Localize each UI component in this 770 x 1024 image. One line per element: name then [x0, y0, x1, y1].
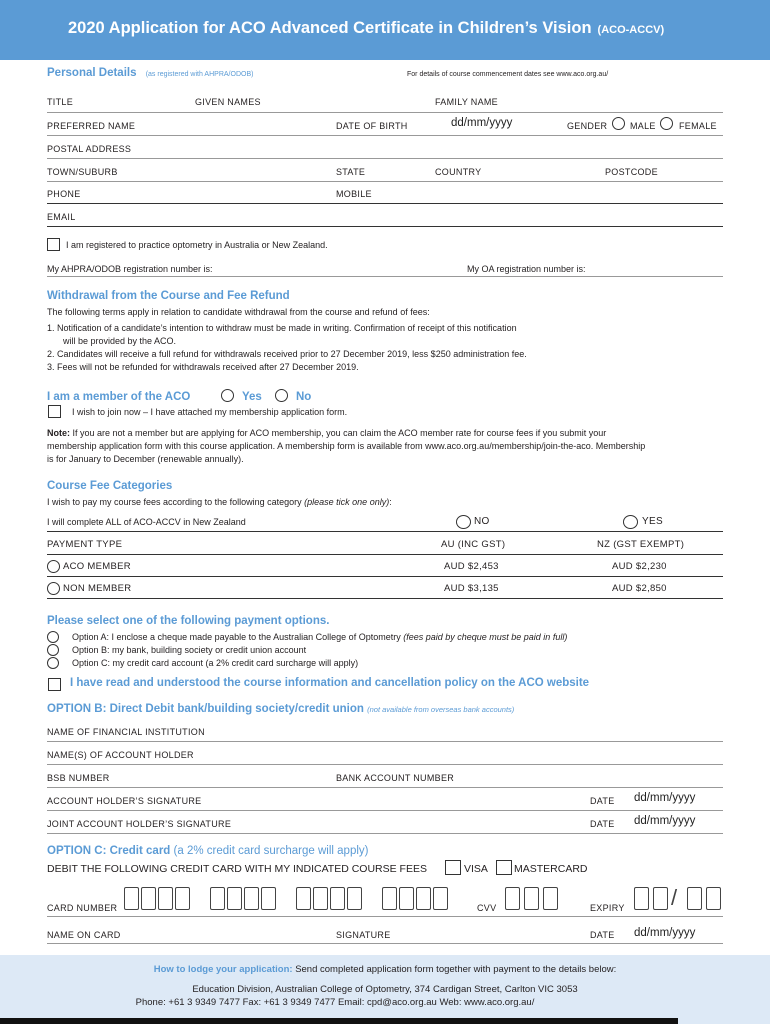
- nz-no-radio[interactable]: [456, 515, 471, 529]
- card-digit-box[interactable]: [382, 887, 397, 910]
- membership-note-line-3: is for January to December (renewable annually).: [47, 454, 244, 464]
- fee-row-nz: AUD $2,850: [612, 583, 667, 594]
- expiry-slash: /: [671, 885, 678, 910]
- commencement-note: For details of course commencement dates see www.aco.org.au/: [407, 71, 609, 78]
- option-c-text: Option C: my credit card account (a 2% credit card surcharge will apply): [72, 658, 359, 668]
- family-name-label: FAMILY NAME: [435, 97, 498, 107]
- fees-heading: Course Fee Categories: [47, 480, 173, 492]
- preferred-name-label: PREFERRED NAME: [47, 121, 136, 131]
- card-digit-box[interactable]: [261, 887, 276, 910]
- state-label: STATE: [336, 167, 366, 177]
- member-yes-radio[interactable]: [221, 389, 234, 402]
- lodge-line: How to lodge your application: Send completed application form together with payment to the details below:: [153, 964, 617, 975]
- fee-row-au: AUD $3,135: [444, 583, 499, 594]
- option-b-heading: OPTION B: Direct Debit bank/building society/credit union (not available from overseas bank accounts): [47, 703, 515, 715]
- registered-checkbox[interactable]: [47, 238, 60, 251]
- postcode-label: POSTCODE: [605, 167, 658, 177]
- expiry-label: EXPIRY: [590, 903, 625, 913]
- option-c-radio[interactable]: [47, 657, 59, 669]
- nz-yes-label: YES: [642, 516, 663, 527]
- personal-details-heading: Personal Details (as registered with AHPRA/ODOB): [47, 67, 254, 79]
- name-on-card-label: NAME ON CARD: [47, 930, 121, 940]
- gender-female-radio[interactable]: [660, 117, 673, 130]
- card-digit-box[interactable]: [347, 887, 362, 910]
- option-b-radio[interactable]: [47, 644, 59, 656]
- card-digit-box[interactable]: [124, 887, 139, 910]
- form-code: (ACO-ACCV): [597, 24, 665, 36]
- payment-type-header: PAYMENT TYPE: [47, 539, 123, 550]
- option-a-text: Option A: I enclose a cheque made payable to the Australian College of Optometry (fees paid by cheque must be paid in full): [72, 632, 568, 642]
- expiry-digit-box[interactable]: [706, 887, 721, 910]
- email-label: EMAIL: [47, 212, 76, 222]
- card-digit-box[interactable]: [313, 887, 328, 910]
- title-label: TITLE: [47, 97, 74, 107]
- town-label: TOWN/SUBURB: [47, 167, 118, 177]
- dob-input[interactable]: dd/mm/yyyy: [451, 117, 513, 129]
- option-b-text: Option B: my bank, building society or credit union account: [72, 645, 307, 655]
- member-no-radio[interactable]: [275, 389, 288, 402]
- member-yes-label: Yes: [242, 391, 262, 403]
- lodge-label: How to lodge your application:: [153, 964, 293, 975]
- payment-heading: Please select one of the following payment options.: [47, 615, 330, 627]
- card-digit-box[interactable]: [210, 887, 225, 910]
- joint-date-input[interactable]: dd/mm/yyyy: [634, 815, 696, 827]
- expiry-digit-box[interactable]: [653, 887, 668, 910]
- account-label: BANK ACCOUNT NUMBER: [336, 773, 455, 783]
- join-checkbox[interactable]: [48, 405, 61, 418]
- male-label: MALE: [630, 121, 656, 131]
- signature-label: ACCOUNT HOLDER’S SIGNATURE: [47, 796, 202, 806]
- visa-label: VISA: [464, 863, 488, 875]
- country-label: COUNTRY: [435, 167, 482, 177]
- option-a-radio[interactable]: [47, 631, 59, 643]
- joint-date-label: DATE: [590, 819, 615, 829]
- membership-note-line-2: membership application form with this course application. A membership form is available from www.aco.org.au/membership/join-the-aco. Membership: [47, 441, 646, 451]
- card-digit-box[interactable]: [330, 887, 345, 910]
- fee-row-au: AUD $2,453: [444, 561, 499, 572]
- membership-heading: I am a member of the ACO: [47, 391, 191, 403]
- oa-label: My OA registration number is:: [467, 264, 586, 274]
- withdrawal-item-1: 1. Notification of a candidate’s intention to withdraw must be made in writing. Confirmation of receipt of this notification: [47, 323, 517, 333]
- joint-signature-label: JOINT ACCOUNT HOLDER’S SIGNATURE: [47, 819, 232, 829]
- postal-address-label: POSTAL ADDRESS: [47, 144, 132, 154]
- given-names-label: GIVEN NAMES: [195, 97, 261, 107]
- withdrawal-item-1-cont: will be provided by the ACO.: [63, 336, 177, 346]
- footer: [0, 955, 770, 1024]
- option-c-heading: OPTION C: Credit card (a 2% credit card surcharge will apply): [47, 845, 369, 857]
- card-number-label: CARD NUMBER: [47, 903, 118, 913]
- footer-address: Education Division, Australian College of Optometry, 374 Cardigan Street, Carlton VIC 3053: [192, 984, 578, 995]
- card-number-boxes: [124, 887, 474, 912]
- phone-label: PHONE: [47, 189, 81, 199]
- aco-member-radio[interactable]: [47, 560, 60, 573]
- membership-note-line-1: Note: If you are not a member but are applying for ACO membership, you can claim the ACO member rate for course fees if you submit your: [47, 428, 607, 438]
- nz-yes-radio[interactable]: [623, 515, 638, 529]
- card-digit-box[interactable]: [433, 887, 448, 910]
- footer-contact: Phone: +61 3 9349 7477 Fax: +61 3 9349 7477 Email: cpd@aco.org.au Web: www.aco.org.au/: [135, 997, 535, 1008]
- nz-no-label: NO: [474, 516, 490, 527]
- nz-question: I will complete ALL of ACO-ACCV in New Zealand: [47, 517, 246, 527]
- fee-row-label: ACO MEMBER: [63, 561, 131, 572]
- card-digit-box[interactable]: [416, 887, 431, 910]
- card-digit-box[interactable]: [296, 887, 311, 910]
- expiry-digit-box[interactable]: [687, 887, 702, 910]
- policy-checkbox[interactable]: [48, 678, 61, 691]
- member-no-label: No: [296, 391, 312, 403]
- mastercard-label: MASTERCARD: [514, 863, 588, 875]
- card-digit-box[interactable]: [244, 887, 259, 910]
- nz-header: NZ (GST EXEMPT): [597, 539, 685, 550]
- non-member-radio[interactable]: [47, 582, 60, 595]
- visa-checkbox[interactable]: [445, 860, 461, 875]
- withdrawal-intro: The following terms apply in relation to candidate withdrawal from the course and refund of fees:: [47, 307, 430, 317]
- signature-date-input[interactable]: dd/mm/yyyy: [634, 792, 696, 804]
- card-digit-box[interactable]: [158, 887, 173, 910]
- expiry-digit-box[interactable]: [634, 887, 649, 910]
- policy-text: I have read and understood the course information and cancellation policy on the ACO website: [70, 677, 590, 689]
- withdrawal-heading: Withdrawal from the Course and Fee Refund: [47, 290, 290, 302]
- withdrawal-item-2: 2. Candidates will receive a full refund for withdrawals received prior to 27 December 2019, less $250 administration fee.: [47, 349, 527, 359]
- card-digit-box[interactable]: [227, 887, 242, 910]
- ahpra-label: My AHPRA/ODOB registration number is:: [47, 264, 213, 274]
- bsb-label: BSB NUMBER: [47, 773, 110, 783]
- bottom-bar: [0, 1018, 678, 1024]
- card-signature-label: SIGNATURE: [336, 930, 391, 940]
- withdrawal-item-3: 3. Fees will not be refunded for withdrawals received after 27 December 2019.: [47, 362, 359, 372]
- fees-intro: I wish to pay my course fees according to the following category (please tick one only):: [47, 497, 392, 507]
- card-digit-box[interactable]: [175, 887, 190, 910]
- au-header: AU (INC GST): [441, 539, 506, 550]
- debit-text: DEBIT THE FOLLOWING CREDIT CARD WITH MY INDICATED COURSE FEES: [47, 863, 427, 875]
- cvv-digit-box[interactable]: [524, 887, 539, 910]
- dob-label: DATE OF BIRTH: [336, 121, 408, 131]
- cvv-digit-box[interactable]: [543, 887, 558, 910]
- note-label: Note:: [47, 428, 70, 438]
- gender-male-radio[interactable]: [612, 117, 625, 130]
- fee-row-label: NON MEMBER: [63, 583, 132, 594]
- mobile-label: MOBILE: [336, 189, 372, 199]
- institution-label: NAME OF FINANCIAL INSTITUTION: [47, 727, 205, 737]
- header-banner: [0, 0, 770, 60]
- fee-row-nz: AUD $2,230: [612, 561, 667, 572]
- card-digit-box[interactable]: [399, 887, 414, 910]
- option-b-note: (not available from overseas bank accounts): [367, 705, 515, 714]
- form-title: 2020 Application for ACO Advanced Certificate in Children’s Vision (ACO-ACCV): [68, 19, 665, 37]
- registered-text: I am registered to practice optometry in Australia or New Zealand.: [66, 240, 328, 250]
- signature-date-label: DATE: [590, 796, 615, 806]
- gender-label: GENDER: [567, 121, 608, 131]
- cvv-digit-box[interactable]: [505, 887, 520, 910]
- option-c-surcharge: (a 2% credit card surcharge will apply): [173, 845, 369, 857]
- cvv-label: CVV: [477, 903, 497, 913]
- join-text: I wish to join now – I have attached my membership application form.: [72, 407, 348, 417]
- mastercard-checkbox[interactable]: [496, 860, 512, 875]
- card-digit-box[interactable]: [141, 887, 156, 910]
- holder-label: NAME(S) OF ACCOUNT HOLDER: [47, 750, 194, 760]
- card-date-input[interactable]: dd/mm/yyyy: [634, 927, 696, 939]
- female-label: FEMALE: [679, 121, 717, 131]
- card-date-label: DATE: [590, 930, 615, 940]
